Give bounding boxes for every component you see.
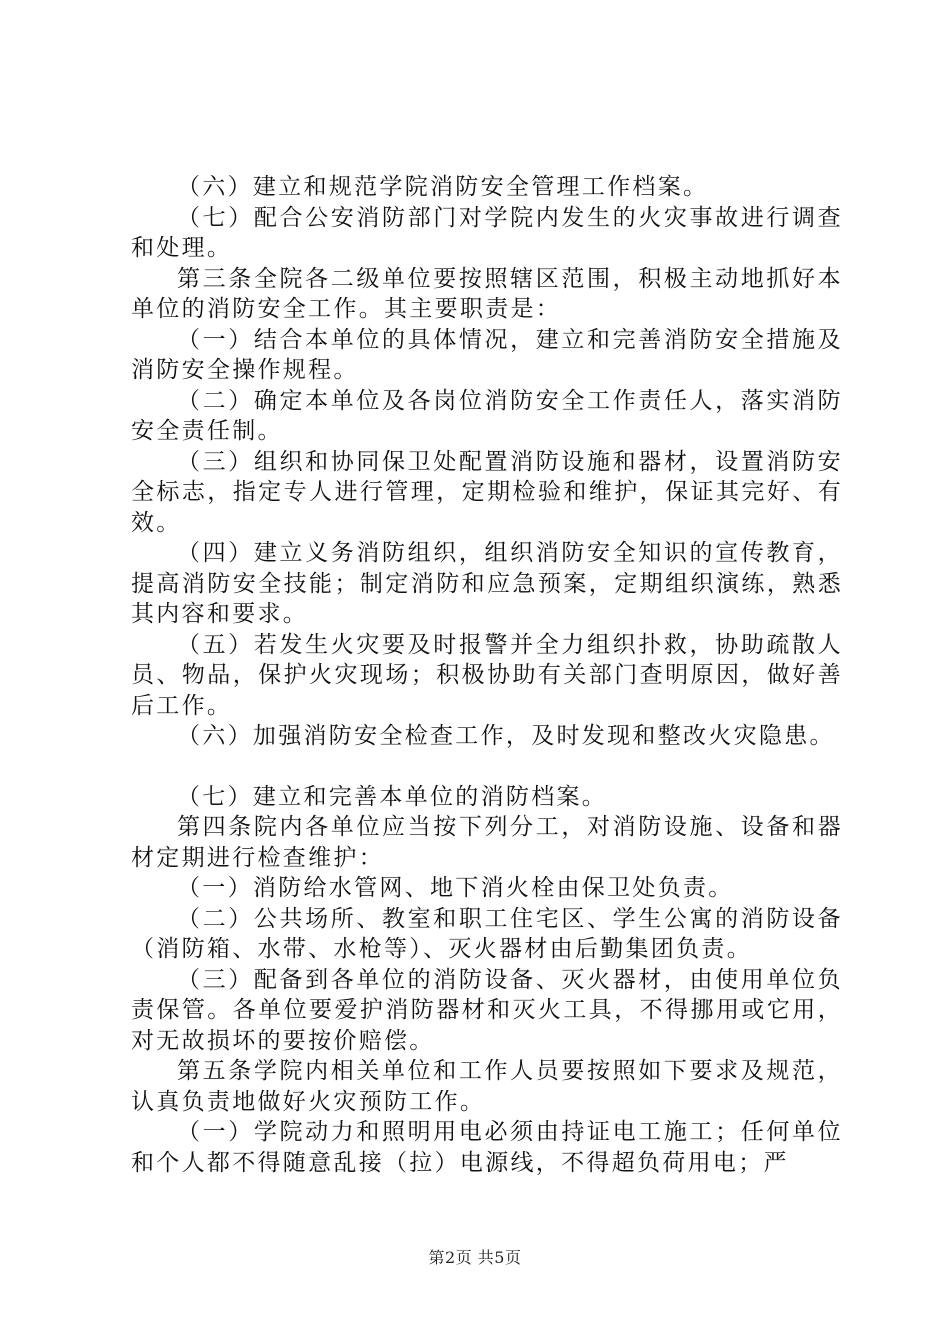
paragraph: （一）学院动力和照明用电必须由持证电工施工；任何单位和个人都不得随意乱接（拉）电源线，不得超负荷用电；严 <box>131 1119 843 1176</box>
paragraph: 第五条学院内相关单位和工作人员要按照如下要求及规范，认真负责地做好火灾预防工作。 <box>131 1058 843 1115</box>
paragraph: （二）确定本单位及各岗位消防安全工作责任人，落实消防安全责任制。 <box>131 387 843 444</box>
paragraph: （六）加强消防安全检查工作，及时发现和整改火灾隐患。 <box>177 723 835 749</box>
paragraph: （五）若发生火灾要及时报警并全力组织扑救，协助疏散人员、物品，保护火灾现场；积极协助有关部门查明原因，做好善后工作。 <box>131 631 843 719</box>
paragraph: （六）建立和规范学院消防安全管理工作档案。 <box>177 174 709 200</box>
paragraph: 第三条全院各二级单位要按照辖区范围，积极主动地抓好本单位的消防安全工作。其主要职责是： <box>131 265 843 322</box>
paragraph: （四）建立义务消防组织，组织消防安全知识的宣传教育，提高消防安全技能；制定消防和应急预案，定期组织演练，熟悉其内容和要求。 <box>131 540 843 627</box>
paragraph: （三）配备到各单位的消防设备、灭火器材，由使用单位负责保管。各单位要爱护消防器材和灭火工具，不得挪用或它用，对无故损坏的要按价赔偿。 <box>131 966 843 1054</box>
paragraph: （七）建立和完善本单位的消防档案。 <box>177 783 608 810</box>
paragraph: （二）公共场所、教室和职工住宅区、学生公寓的消防设备（消防箱、水带、水枪等）、灭火器材由后勤集团负责。 <box>131 905 843 962</box>
paragraph: 第四条院内各单位应当按下列分工，对消防设施、设备和器材定期进行检查维护： <box>131 814 843 871</box>
paragraph: （三）组织和协同保卫处配置消防设施和器材，设置消防安全标志，指定专人进行管理，定期检验和维护，保证其完好、有效。 <box>131 448 843 536</box>
paragraph: （七）配合公安消防部门对学院内发生的火灾事故进行调查和处理。 <box>131 204 843 261</box>
paragraph: （一）结合本单位的具体情况，建立和完善消防安全措施及消防安全操作规程。 <box>131 326 843 383</box>
paragraph-gap <box>131 752 843 782</box>
document-body <box>131 172 843 1178</box>
page-footer: 第2页 共5页 <box>428 1248 522 1267</box>
paragraph: （一）消防给水管网、地下消火栓由保卫处负责。 <box>177 875 734 901</box>
